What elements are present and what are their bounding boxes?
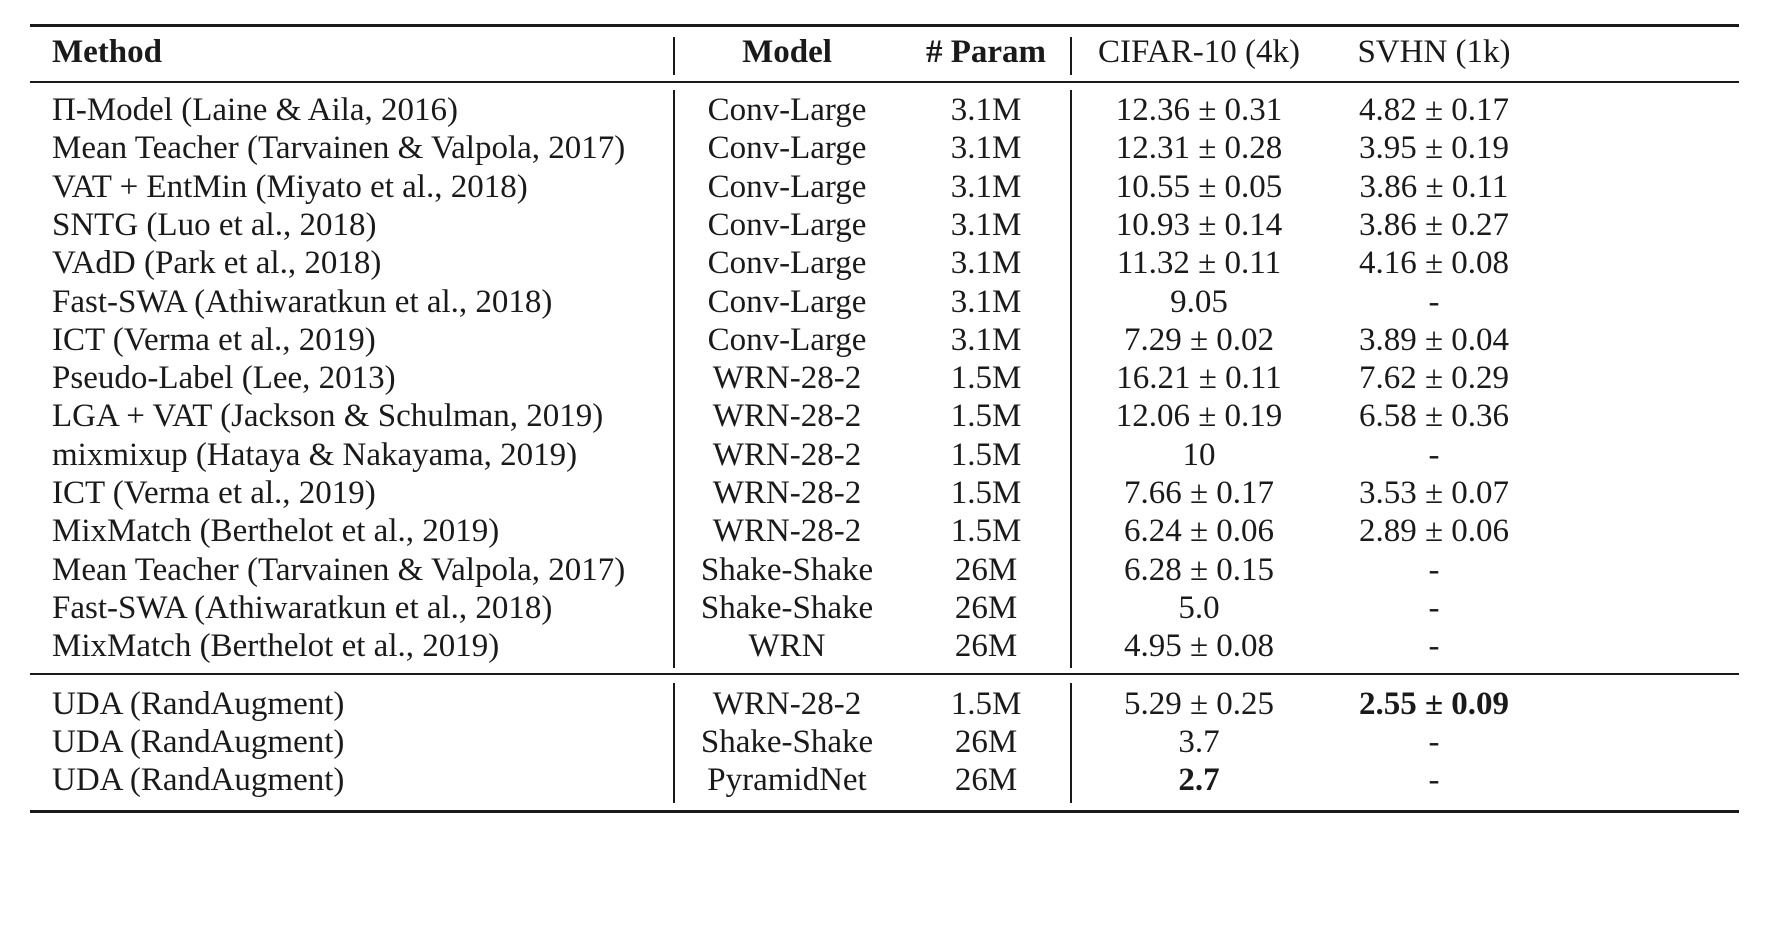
header-method: Method	[52, 34, 162, 70]
cell-param: 3.1M	[950, 92, 1022, 128]
cell-method: Fast-SWA (Athiwaratkun et al., 2018)	[52, 283, 553, 320]
cell-param: 3.1M	[950, 168, 1022, 205]
cell-param: 26M	[954, 762, 1018, 798]
cell-param: 3.1M	[950, 206, 1022, 243]
table-row	[0, 129, 1791, 167]
cell-method: UDA (RandAugment)	[52, 724, 345, 760]
cell-model: WRN-28-2	[712, 475, 862, 511]
cell-svhn: 2.89 ± 0.06	[1358, 513, 1510, 550]
cell-model: Conv-Large	[707, 283, 867, 320]
cell-cifar: 16.21 ± 0.11	[1116, 360, 1282, 397]
table-row	[0, 91, 1791, 129]
cell-model: PyramidNet	[707, 762, 867, 798]
cell-method: VAdD (Park et al., 2018)	[52, 245, 382, 282]
cell-method: VAT + EntMin (Miyato et al., 2018)	[52, 168, 528, 205]
cell-cifar: 3.7	[1178, 724, 1220, 760]
cell-param: 26M	[954, 724, 1018, 760]
table-row	[0, 244, 1791, 282]
cell-param: 3.1M	[950, 245, 1022, 282]
cell-svhn: 3.89 ± 0.04	[1358, 321, 1510, 358]
cell-method: ICT (Verma et al., 2019)	[52, 321, 376, 358]
cell-cifar: 5.0	[1178, 589, 1220, 626]
cell-cifar: 6.28 ± 0.15	[1123, 551, 1275, 588]
cell-svhn: 6.58 ± 0.36	[1358, 398, 1510, 435]
cell-method: LGA + VAT (Jackson & Schulman, 2019)	[52, 398, 604, 435]
cell-method: UDA (RandAugment)	[52, 762, 345, 798]
cell-method: Pseudo-Label (Lee, 2013)	[52, 360, 396, 397]
cell-method: SNTG (Luo et al., 2018)	[52, 206, 377, 243]
cell-cifar: 10.93 ± 0.14	[1115, 206, 1283, 243]
cell-model: Shake-Shake	[700, 724, 874, 760]
cell-param: 26M	[954, 628, 1018, 665]
cell-param: 26M	[954, 589, 1018, 626]
cell-cifar: 7.66 ± 0.17	[1123, 475, 1275, 511]
cell-model: Shake-Shake	[700, 551, 874, 588]
cell-model: Shake-Shake	[700, 589, 874, 626]
header-svhn: SVHN (1k)	[1357, 34, 1511, 70]
cell-param: 26M	[954, 551, 1018, 588]
cell-param: 1.5M	[950, 513, 1022, 550]
cell-svhn: 3.86 ± 0.27	[1358, 206, 1510, 243]
cell-param: 1.5M	[950, 360, 1022, 397]
cell-param: 3.1M	[950, 130, 1022, 167]
cell-svhn: -	[1428, 724, 1440, 760]
cell-cifar: 11.32 ± 0.11	[1116, 245, 1282, 282]
cell-svhn: 4.16 ± 0.08	[1358, 245, 1510, 282]
cell-svhn: -	[1428, 436, 1440, 473]
cell-model: Conv-Large	[707, 206, 867, 243]
cell-method: MixMatch (Berthelot et al., 2019)	[52, 628, 500, 665]
cell-svhn: 4.82 ± 0.17	[1358, 92, 1510, 128]
table-row	[0, 627, 1791, 665]
table-row	[0, 436, 1791, 474]
bottom-rule	[30, 810, 1739, 813]
table-row	[0, 685, 1791, 723]
header-row	[0, 33, 1791, 71]
cell-param: 1.5M	[950, 686, 1022, 722]
cell-method: mixmixup (Hataya & Nakayama, 2019)	[52, 436, 578, 473]
cell-cifar: 12.06 ± 0.19	[1115, 398, 1283, 435]
cell-param: 3.1M	[950, 321, 1022, 358]
table-row	[0, 512, 1791, 550]
section-rule	[30, 673, 1739, 675]
table-row	[0, 168, 1791, 206]
table-row	[0, 761, 1791, 799]
cell-param: 1.5M	[950, 436, 1022, 473]
cell-method: Fast-SWA (Athiwaratkun et al., 2018)	[52, 589, 553, 626]
cell-svhn: 7.62 ± 0.29	[1358, 360, 1510, 397]
cell-model: Conv-Large	[707, 245, 867, 282]
cell-param: 3.1M	[950, 283, 1022, 320]
cell-model: Conv-Large	[707, 92, 867, 128]
cell-model: Conv-Large	[707, 130, 867, 167]
table-row	[0, 283, 1791, 321]
cell-cifar: 12.36 ± 0.31	[1115, 92, 1283, 128]
cell-svhn: -	[1428, 628, 1440, 665]
header-model: Model	[742, 34, 832, 70]
cell-svhn: -	[1428, 762, 1440, 798]
cell-cifar: 2.7	[1178, 762, 1220, 798]
table-row	[0, 397, 1791, 435]
cell-svhn: 3.86 ± 0.11	[1359, 168, 1509, 205]
cell-cifar: 10.55 ± 0.05	[1115, 168, 1283, 205]
cell-method: Mean Teacher (Tarvainen & Valpola, 2017)	[52, 130, 626, 167]
cell-model: Conv-Large	[707, 321, 867, 358]
cell-svhn: 3.53 ± 0.07	[1358, 475, 1510, 511]
header-cifar: CIFAR-10 (4k)	[1098, 34, 1300, 70]
cell-method: Π-Model (Laine & Aila, 2016)	[52, 92, 458, 128]
table-row	[0, 589, 1791, 627]
table-row	[0, 723, 1791, 761]
cell-method: Mean Teacher (Tarvainen & Valpola, 2017)	[52, 551, 626, 588]
cell-cifar: 10	[1182, 436, 1216, 473]
top-rule	[30, 24, 1739, 27]
cell-svhn: -	[1428, 589, 1440, 626]
table-row	[0, 551, 1791, 589]
cell-cifar: 7.29 ± 0.02	[1123, 321, 1275, 358]
cell-cifar: 12.31 ± 0.28	[1115, 130, 1283, 167]
table-row	[0, 206, 1791, 244]
table-row	[0, 321, 1791, 359]
cell-method: UDA (RandAugment)	[52, 686, 345, 722]
cell-svhn: -	[1428, 551, 1440, 588]
cell-model: WRN	[748, 628, 826, 665]
cell-cifar: 4.95 ± 0.08	[1123, 628, 1275, 665]
cell-model: WRN-28-2	[712, 398, 862, 435]
table-row	[0, 474, 1791, 512]
cell-method: ICT (Verma et al., 2019)	[52, 475, 376, 511]
cell-model: WRN-28-2	[712, 360, 862, 397]
cell-model: WRN-28-2	[712, 513, 862, 550]
cell-svhn: 3.95 ± 0.19	[1358, 130, 1510, 167]
cell-svhn: 2.55 ± 0.09	[1358, 686, 1510, 722]
cell-svhn: -	[1428, 283, 1440, 320]
header-rule	[30, 81, 1739, 83]
cell-model: WRN-28-2	[712, 436, 862, 473]
cell-cifar: 9.05	[1170, 283, 1228, 320]
cell-param: 1.5M	[950, 398, 1022, 435]
cell-cifar: 6.24 ± 0.06	[1123, 513, 1275, 550]
header-param: # Param	[925, 34, 1047, 70]
cell-method: MixMatch (Berthelot et al., 2019)	[52, 513, 500, 550]
cell-param: 1.5M	[950, 475, 1022, 511]
cell-model: WRN-28-2	[712, 686, 862, 722]
cell-model: Conv-Large	[707, 168, 867, 205]
cell-cifar: 5.29 ± 0.25	[1123, 686, 1275, 722]
table-row	[0, 359, 1791, 397]
